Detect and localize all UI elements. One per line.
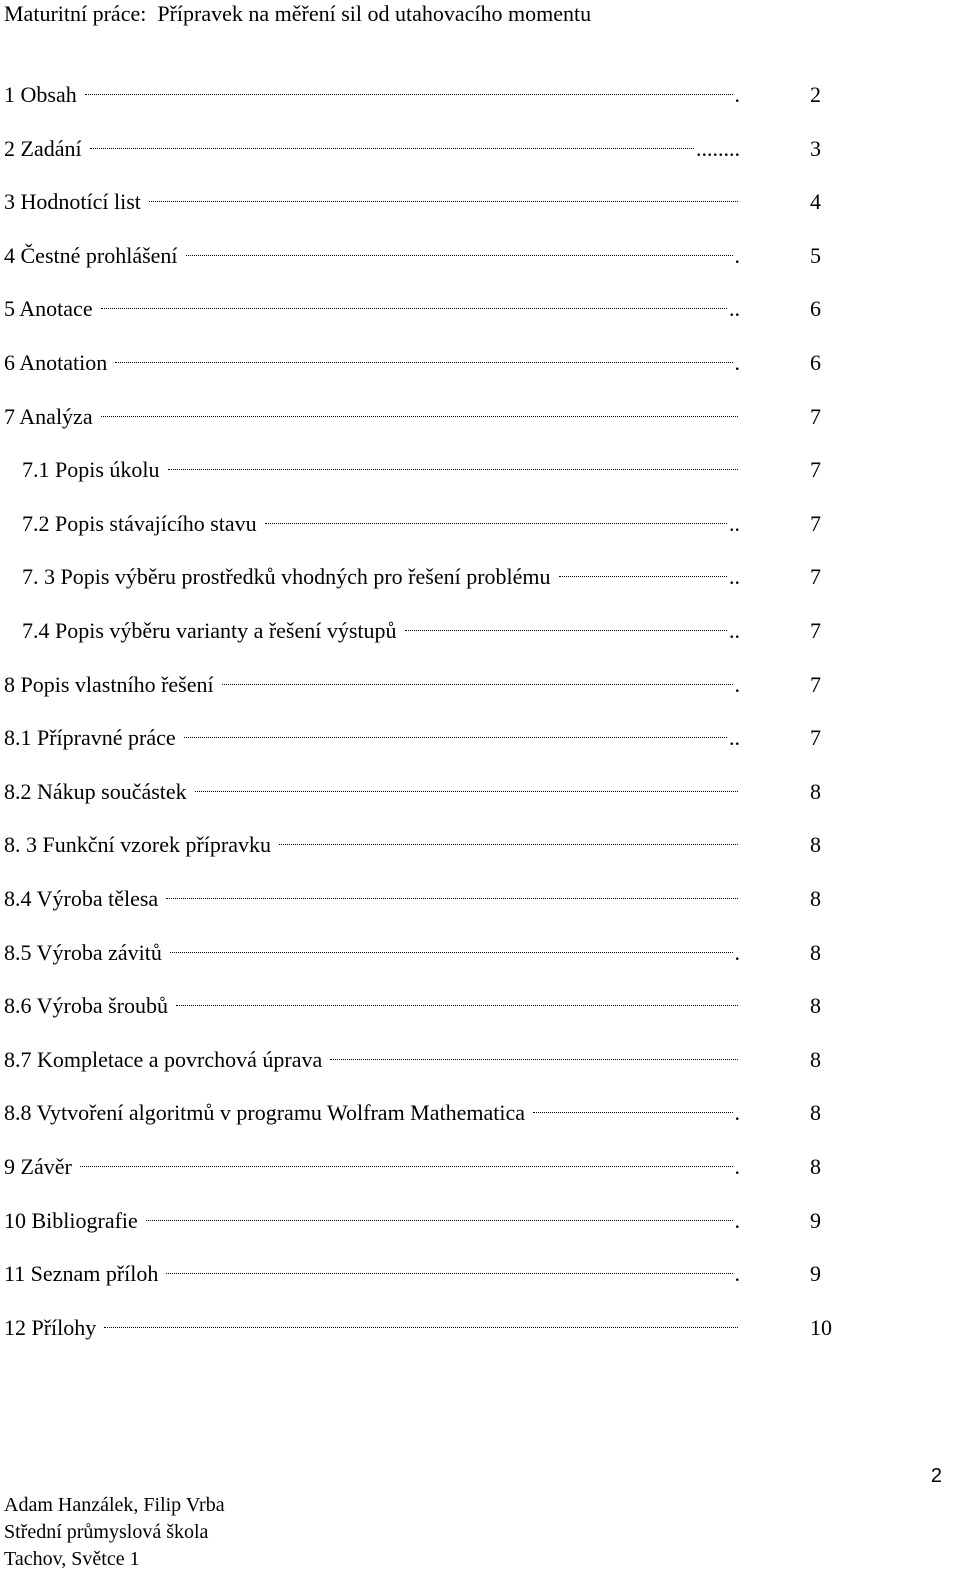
toc-entry-page-number: 6 [810, 296, 821, 321]
toc-entry-leader [405, 630, 727, 631]
toc-entry[interactable] [0, 884, 960, 914]
toc-entry-label: 11 Seznam příloh [4, 1261, 159, 1286]
toc-entry-leader [115, 362, 733, 363]
toc-entry-leader [85, 94, 733, 95]
toc-entry-leader-end: . [734, 940, 740, 965]
toc-entry-leader [184, 737, 727, 738]
toc-entry-leader [149, 201, 738, 202]
toc-entry-label: 7.2 Popis stávajícího stavu [22, 511, 257, 536]
toc-entry-leader-end: .. [729, 618, 740, 643]
toc-entry-page-number: 3 [810, 136, 821, 161]
toc-entry[interactable] [0, 455, 960, 485]
toc-entry-label: 8.5 Výroba závitů [4, 940, 162, 965]
toc-entry[interactable] [0, 830, 960, 860]
toc-entry-page-number: 7 [810, 618, 821, 643]
toc-entry-leader [146, 1220, 733, 1221]
toc-entry-leader [166, 898, 738, 899]
toc-entry-page-number: 8 [810, 940, 821, 965]
toc-entry-page-number: 8 [810, 993, 821, 1018]
toc-entry[interactable] [0, 80, 960, 110]
toc-entry-leader [265, 523, 727, 524]
toc-entry-leader [104, 1327, 738, 1328]
toc-entry[interactable] [0, 991, 960, 1021]
footer-school: Střední průmyslová škola [4, 1521, 209, 1543]
toc-entry[interactable] [0, 562, 960, 592]
toc-entry-page-number: 4 [810, 189, 821, 214]
toc-entry-leader [533, 1112, 733, 1113]
toc-entry[interactable] [0, 938, 960, 968]
toc-entry[interactable] [0, 1206, 960, 1236]
toc-entry[interactable] [0, 1098, 960, 1128]
toc-entry-leader-end: ........ [696, 136, 740, 161]
toc-entry-leader [101, 308, 727, 309]
toc-entry-page-number: 5 [810, 243, 821, 268]
toc-entry[interactable] [0, 616, 960, 646]
toc-entry-leader-end: .. [729, 296, 740, 321]
toc-entry-leader-end: .. [729, 511, 740, 536]
toc-entry-leader-end: . [734, 672, 740, 697]
toc-entry[interactable] [0, 402, 960, 432]
toc-entry-page-number: 9 [810, 1261, 821, 1286]
toc-entry-page-number: 10 [810, 1315, 832, 1340]
footer [4, 1492, 225, 1573]
toc-entry-leader-end: .. [729, 725, 740, 750]
toc-entry-leader-end: .. [729, 564, 740, 589]
page-number: 2 [930, 1465, 942, 1487]
toc-entry-label: 10 Bibliografie [4, 1208, 138, 1233]
toc-entry-label: 5 Anotace [4, 296, 93, 321]
toc-entry[interactable] [0, 670, 960, 700]
toc-entry-leader-end: . [734, 1208, 740, 1233]
toc-entry-leader-end: . [734, 1100, 740, 1125]
toc-entry-label: 7. 3 Popis výběru prostředků vhodných pro řešení problému [22, 564, 551, 589]
toc-entry-page-number: 7 [810, 725, 821, 750]
toc-entry-page-number: 7 [810, 564, 821, 589]
toc-entry-leader [195, 791, 738, 792]
toc-entry[interactable] [0, 134, 960, 164]
toc-entry-page-number: 9 [810, 1208, 821, 1233]
toc-entry-label: 12 Přílohy [4, 1315, 97, 1340]
toc-entry-leader-end: . [734, 243, 740, 268]
toc-entry-leader-end: . [734, 82, 740, 107]
toc-entry[interactable] [0, 241, 960, 271]
toc-entry-leader [168, 469, 738, 470]
toc-entry-leader [90, 148, 694, 149]
toc-entry-leader [279, 844, 738, 845]
toc-entry-label: 8 Popis vlastního řešení [4, 672, 214, 697]
toc-entry-page-number: 8 [810, 1047, 821, 1072]
toc-entry-leader [80, 1166, 733, 1167]
toc-entry-label: 1 Obsah [4, 82, 77, 107]
toc-entry-page-number: 6 [810, 350, 821, 375]
toc-entry[interactable] [0, 509, 960, 539]
toc-entry-leader-end: . [734, 1261, 740, 1286]
document-header: Maturitní práce: Přípravek na měření sil od utahovacího momentu [4, 1, 592, 26]
toc-entry-page-number: 7 [810, 511, 821, 536]
toc-entry-label: 8.1 Přípravné práce [4, 725, 176, 750]
toc-entry-leader [559, 576, 727, 577]
toc-entry-page-number: 8 [810, 1154, 821, 1179]
toc-entry-label: 7.4 Popis výběru varianty a řešení výstupů [22, 618, 397, 643]
toc-entry-label: 7 Analýza [4, 404, 93, 429]
toc-entry-page-number: 8 [810, 779, 821, 804]
toc-entry-page-number: 7 [810, 404, 821, 429]
toc-entry-label: 6 Anotation [4, 350, 108, 375]
toc-entry-leader [176, 1005, 738, 1006]
toc-entry-label: 8.7 Kompletace a povrchová úprava [4, 1047, 323, 1072]
toc-entry-label: 3 Hodnotící list [4, 189, 141, 214]
toc-entry-label: 4 Čestné prohlášení [4, 243, 178, 268]
toc-entry-leader-end: . [734, 1154, 740, 1179]
footer-address: Tachov, Světce 1 [4, 1548, 140, 1570]
toc-entry[interactable] [0, 723, 960, 753]
toc-entry-page-number: 7 [810, 457, 821, 482]
toc-entry[interactable] [0, 1152, 960, 1182]
toc-entry-label: 8. 3 Funkční vzorek přípravku [4, 832, 271, 857]
toc-entry-leader [101, 416, 738, 417]
toc-entry-leader-end: . [734, 350, 740, 375]
footer-authors: Adam Hanzálek, Filip Vrba [4, 1494, 225, 1516]
toc-entry-page-number: 7 [810, 672, 821, 697]
toc-entry-leader [186, 255, 733, 256]
toc-entry-label: 8.8 Vytvoření algoritmů v programu Wolfram Mathematica [4, 1100, 526, 1125]
toc-entry-leader [166, 1273, 733, 1274]
toc-entry[interactable] [0, 1045, 960, 1075]
toc-entry[interactable] [0, 1313, 960, 1343]
toc-entry-leader [222, 684, 733, 685]
toc-entry[interactable] [0, 348, 960, 378]
toc-entry[interactable] [0, 1259, 960, 1289]
toc-entry[interactable] [0, 777, 960, 807]
toc-entry-page-number: 8 [810, 886, 821, 911]
toc-entry-page-number: 2 [810, 82, 821, 107]
toc-entry-label: 2 Zadání [4, 136, 82, 161]
toc-entry-leader [330, 1059, 738, 1060]
toc-entry-leader [170, 952, 733, 953]
toc-entry-label: 8.4 Výroba tělesa [4, 886, 159, 911]
toc-entry[interactable] [0, 187, 960, 217]
toc-entry-page-number: 8 [810, 1100, 821, 1125]
toc-entry-label: 9 Závěr [4, 1154, 72, 1179]
toc-entry-label: 8.6 Výroba šroubů [4, 993, 168, 1018]
toc-entry-label: 8.2 Nákup součástek [4, 779, 187, 804]
toc-entry[interactable] [0, 294, 960, 324]
toc-entry-page-number: 8 [810, 832, 821, 857]
toc-entry-label: 7.1 Popis úkolu [22, 457, 160, 482]
